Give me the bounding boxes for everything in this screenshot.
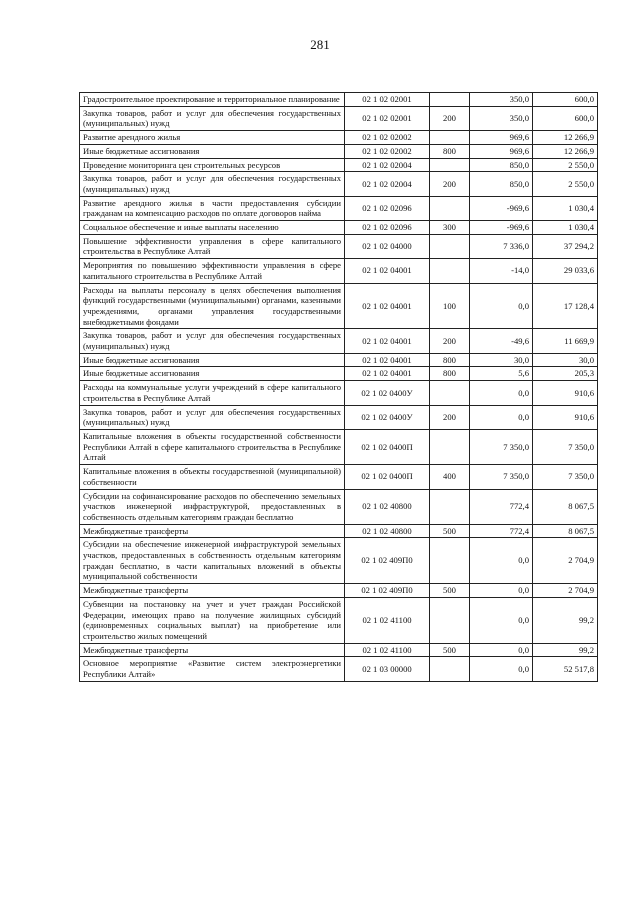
amount-total-cell: 37 294,2 (533, 234, 598, 258)
amount-total-cell: 12 266,9 (533, 131, 598, 145)
amount-total-cell: 52 517,8 (533, 657, 598, 681)
expense-type-cell (430, 93, 470, 107)
amount-change-cell: 772,4 (470, 489, 533, 524)
amount-total-cell: 2 704,9 (533, 538, 598, 584)
target-code-cell: 02 1 02 04001 (345, 329, 430, 353)
amount-change-cell: 0,0 (470, 283, 533, 329)
expense-type-cell: 800 (430, 144, 470, 158)
target-code-cell: 02 1 02 41100 (345, 643, 430, 657)
amount-total-cell: 7 350,0 (533, 465, 598, 489)
table-row (80, 489, 598, 524)
expense-name-cell: Субсидии на обеспечение инженерной инфраструктурой земельных участков, предоставленных в собственность отдельным категориям граждан бесплатно, в части капитальных вложений в объекты муниципальной собственности (80, 538, 345, 584)
expense-name-cell: Межбюджетные трансферты (80, 643, 345, 657)
expense-type-cell: 500 (430, 584, 470, 598)
amount-change-cell: 0,0 (470, 643, 533, 657)
table-row (80, 367, 598, 381)
amount-total-cell: 12 266,9 (533, 144, 598, 158)
expense-type-cell: 200 (430, 329, 470, 353)
amount-change-cell: -969,6 (470, 196, 533, 220)
expense-name-cell: Иные бюджетные ассигнования (80, 353, 345, 367)
expense-name-cell: Капитальные вложения в объекты государственной собственности Республики Алтай в сфере капитального строительства в Республике Алтай (80, 429, 345, 464)
amount-change-cell: 0,0 (470, 584, 533, 598)
table-row (80, 259, 598, 283)
amount-change-cell: 0,0 (470, 597, 533, 643)
target-code-cell: 02 1 03 00000 (345, 657, 430, 681)
target-code-cell: 02 1 02 04001 (345, 283, 430, 329)
expense-name-cell: Иные бюджетные ассигнования (80, 367, 345, 381)
expense-type-cell (430, 259, 470, 283)
amount-change-cell: 850,0 (470, 172, 533, 196)
amount-total-cell: 600,0 (533, 106, 598, 130)
amount-total-cell: 99,2 (533, 597, 598, 643)
amount-change-cell: -14,0 (470, 259, 533, 283)
amount-total-cell: 2 550,0 (533, 158, 598, 172)
table-row (80, 538, 598, 584)
expense-name-cell: Расходы на выплаты персоналу в целях обеспечения выполнения функций государственными (муниципальными) органами, казенными учреждениями, органами управления государственными внебюджетными фондами (80, 283, 345, 329)
expense-name-cell: Субсидии на софинансирование расходов по обеспечению земельных участков инженерной инфраструктурой, предоставленных в собственность отдельным категориям граждан бесплатно (80, 489, 345, 524)
target-code-cell: 02 1 02 41100 (345, 597, 430, 643)
table-row (80, 657, 598, 681)
target-code-cell: 02 1 02 04000 (345, 234, 430, 258)
target-code-cell: 02 1 02 02002 (345, 144, 430, 158)
expense-type-cell (430, 158, 470, 172)
expense-name-cell: Градостроительное проектирование и территориальное планирование (80, 93, 345, 107)
table-row (80, 524, 598, 538)
amount-total-cell: 1 030,4 (533, 196, 598, 220)
expense-type-cell (430, 429, 470, 464)
table-row (80, 131, 598, 145)
target-code-cell: 02 1 02 04001 (345, 367, 430, 381)
expense-name-cell: Межбюджетные трансферты (80, 524, 345, 538)
expense-type-cell (430, 381, 470, 405)
target-code-cell: 02 1 02 40800 (345, 489, 430, 524)
amount-change-cell: -969,6 (470, 221, 533, 235)
amount-total-cell: 910,6 (533, 405, 598, 429)
amount-change-cell: 7 350,0 (470, 429, 533, 464)
amount-change-cell: 350,0 (470, 106, 533, 130)
table-row (80, 106, 598, 130)
expense-type-cell: 800 (430, 367, 470, 381)
amount-change-cell: 0,0 (470, 657, 533, 681)
expense-type-cell: 100 (430, 283, 470, 329)
expense-name-cell: Развитие арендного жилья в части предоставления субсидии гражданам на компенсацию расходов по оплате договоров найма (80, 196, 345, 220)
amount-total-cell: 2 550,0 (533, 172, 598, 196)
target-code-cell: 02 1 02 0400П (345, 429, 430, 464)
target-code-cell: 02 1 02 0400У (345, 405, 430, 429)
amount-change-cell: 350,0 (470, 93, 533, 107)
table-row (80, 172, 598, 196)
target-code-cell: 02 1 02 40800 (345, 524, 430, 538)
table-row (80, 381, 598, 405)
table-row (80, 643, 598, 657)
target-code-cell: 02 1 02 0400П (345, 465, 430, 489)
target-code-cell: 02 1 02 409П0 (345, 538, 430, 584)
expense-name-cell: Проведение мониторинга цен строительных ресурсов (80, 158, 345, 172)
target-code-cell: 02 1 02 0400У (345, 381, 430, 405)
expense-name-cell: Повышение эффективности управления в сфере капитального строительства в Республике Алтай (80, 234, 345, 258)
table-row (80, 234, 598, 258)
amount-total-cell: 17 128,4 (533, 283, 598, 329)
expense-name-cell: Капитальные вложения в объекты государственной (муниципальной) собственности (80, 465, 345, 489)
amount-total-cell: 205,3 (533, 367, 598, 381)
amount-total-cell: 1 030,4 (533, 221, 598, 235)
table-row (80, 221, 598, 235)
expense-type-cell (430, 234, 470, 258)
expense-type-cell (430, 538, 470, 584)
table-row (80, 405, 598, 429)
table-row (80, 196, 598, 220)
expense-name-cell: Закупка товаров, работ и услуг для обеспечения государственных (муниципальных) нужд (80, 106, 345, 130)
target-code-cell: 02 1 02 409П0 (345, 584, 430, 598)
amount-total-cell: 2 704,9 (533, 584, 598, 598)
table-row (80, 597, 598, 643)
expense-type-cell (430, 597, 470, 643)
amount-change-cell: 850,0 (470, 158, 533, 172)
table-row (80, 93, 598, 107)
expense-name-cell: Межбюджетные трансферты (80, 584, 345, 598)
amount-total-cell: 7 350,0 (533, 429, 598, 464)
amount-change-cell: 772,4 (470, 524, 533, 538)
table-row (80, 158, 598, 172)
table-row (80, 584, 598, 598)
table-row (80, 329, 598, 353)
expense-name-cell: Иные бюджетные ассигнования (80, 144, 345, 158)
expense-type-cell: 200 (430, 106, 470, 130)
expense-name-cell: Закупка товаров, работ и услуг для обеспечения государственных (муниципальных) нужд (80, 405, 345, 429)
expense-name-cell: Социальное обеспечение и иные выплаты населению (80, 221, 345, 235)
expense-type-cell (430, 657, 470, 681)
amount-change-cell: 7 350,0 (470, 465, 533, 489)
target-code-cell: 02 1 02 04001 (345, 259, 430, 283)
expense-type-cell: 500 (430, 524, 470, 538)
target-code-cell: 02 1 02 02004 (345, 158, 430, 172)
expense-name-cell: Закупка товаров, работ и услуг для обеспечения государственных (муниципальных) нужд (80, 172, 345, 196)
amount-change-cell: 0,0 (470, 405, 533, 429)
page-number: 281 (310, 37, 330, 52)
expense-name-cell: Расходы на коммунальные услуги учреждений в сфере капитального строительства в Республике Алтай (80, 381, 345, 405)
expense-name-cell: Субвенции на постановку на учет и учет граждан Российской Федерации, имеющих право на получение жилищных субсидий (единовременных социальных выплат) на приобретение или строительство жилых помещений (80, 597, 345, 643)
expense-name-cell: Закупка товаров, работ и услуг для обеспечения государственных (муниципальных) нужд (80, 329, 345, 353)
expense-name-cell: Основное мероприятие «Развитие систем электроэнергетики Республики Алтай» (80, 657, 345, 681)
amount-change-cell: 5,6 (470, 367, 533, 381)
amount-change-cell: 0,0 (470, 538, 533, 584)
table-row (80, 465, 598, 489)
table-row (80, 429, 598, 464)
expense-name-cell: Мероприятия по повышению эффективности управления в сфере капитального строительства в Республике Алтай (80, 259, 345, 283)
expense-type-cell (430, 131, 470, 145)
amount-total-cell: 910,6 (533, 381, 598, 405)
amount-change-cell: -49,6 (470, 329, 533, 353)
amount-total-cell: 29 033,6 (533, 259, 598, 283)
amount-change-cell: 0,0 (470, 381, 533, 405)
amount-change-cell: 969,6 (470, 131, 533, 145)
target-code-cell: 02 1 02 02096 (345, 196, 430, 220)
target-code-cell: 02 1 02 04001 (345, 353, 430, 367)
target-code-cell: 02 1 02 02096 (345, 221, 430, 235)
expense-type-cell: 400 (430, 465, 470, 489)
amount-total-cell: 30,0 (533, 353, 598, 367)
amount-change-cell: 969,6 (470, 144, 533, 158)
amount-total-cell: 11 669,9 (533, 329, 598, 353)
expense-type-cell: 800 (430, 353, 470, 367)
amount-total-cell: 8 067,5 (533, 524, 598, 538)
table-row (80, 353, 598, 367)
expense-type-cell: 300 (430, 221, 470, 235)
amount-total-cell: 8 067,5 (533, 489, 598, 524)
target-code-cell: 02 1 02 02001 (345, 106, 430, 130)
table-row (80, 283, 598, 329)
amount-total-cell: 600,0 (533, 93, 598, 107)
target-code-cell: 02 1 02 02004 (345, 172, 430, 196)
expense-type-cell (430, 196, 470, 220)
amount-change-cell: 30,0 (470, 353, 533, 367)
expense-name-cell: Развитие арендного жилья (80, 131, 345, 145)
table-row (80, 144, 598, 158)
expense-type-cell (430, 489, 470, 524)
amount-change-cell: 7 336,0 (470, 234, 533, 258)
expense-type-cell: 200 (430, 172, 470, 196)
amount-total-cell: 99,2 (533, 643, 598, 657)
expense-type-cell: 500 (430, 643, 470, 657)
target-code-cell: 02 1 02 02002 (345, 131, 430, 145)
budget-table (79, 92, 598, 682)
target-code-cell: 02 1 02 02001 (345, 93, 430, 107)
expense-type-cell: 200 (430, 405, 470, 429)
